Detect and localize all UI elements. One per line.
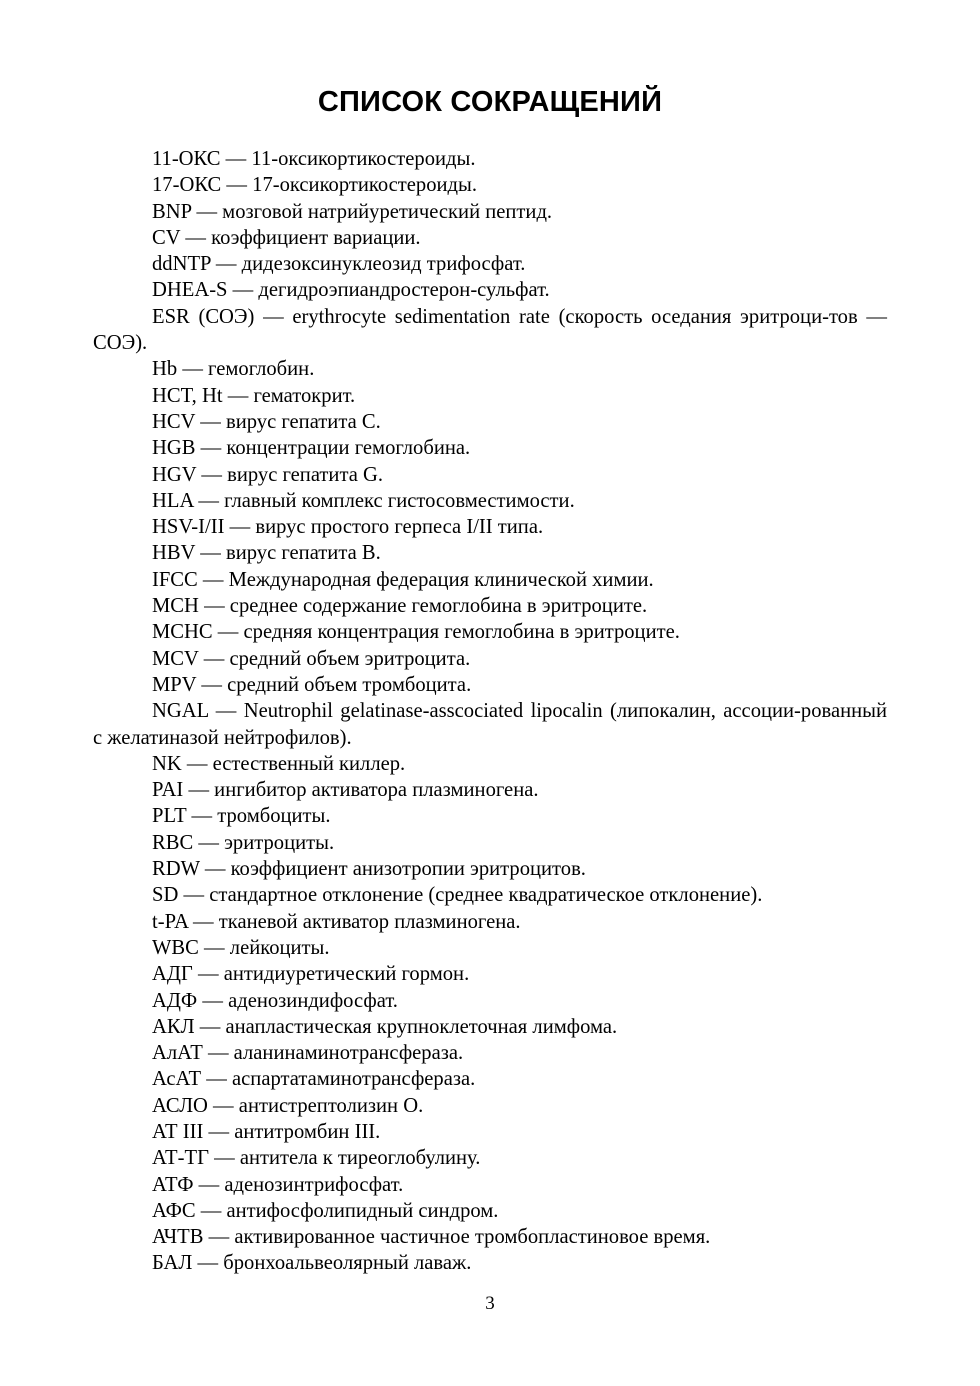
list-item: АТФ — аденозинтрифосфат. [152,1173,404,1196]
list-item: АКЛ — анапластическая крупноклеточная лимфома. [152,1015,618,1038]
list-item: HLA — главный комплекс гистосовместимости. [152,489,575,512]
list-item: CV — коэффициент вариации. [152,226,421,249]
list-item: BNP — мозговой натрийуретический пептид. [152,200,553,223]
list-item: t-PA — тканевой активатор плазминогена. [152,910,521,933]
list-item: SD — стандартное отклонение (среднее квадратическое отклонение). [152,884,763,907]
list-item: АТ III — антитромбин III. [152,1120,381,1143]
list-item: ESR (СОЭ) — erythrocyte sedimentation rate (скорость оседания эритроци-тов — СОЭ). [93,305,887,355]
list-item: NK — естественный киллер. [152,752,406,775]
list-item: АсАТ — аспартатаминотрансфераза. [152,1068,476,1091]
list-item: ddNTP — дидезоксинуклеозид трифосфат. [152,253,526,276]
list-item: АТ-ТГ — антитела к тиреоглобулину. [152,1147,481,1170]
page-title: СПИСОК СОКРАЩЕНИЙ [317,86,663,118]
list-item: DHEA-S — дегидроэпиандростерон-сульфат. [152,279,550,302]
list-item: HCT, Ht — гематокрит. [152,384,356,407]
list-item: MCHC — средняя концентрация гемоглобина в эритроците. [152,621,680,644]
list-item: 17-ОКС — 17-оксикортикостероиды. [152,174,478,197]
list-item: АДФ — аденозиндифосфат. [152,989,398,1012]
list-item: АДГ — антидиуретический гормон. [152,963,470,986]
list-item: NGAL — Neutrophil gelatinase-asscociated lipocalin (липокалин, ассоции-рованный с желатиназой нейтрофилов). [93,700,887,749]
list-item: БАЛ — бронхоальвеолярный лаваж. [152,1252,472,1275]
list-item: 11-ОКС — 11-оксикортикостероиды. [152,148,476,170]
list-item: RBC — эритроциты. [152,831,335,854]
list-item: HCV — вирус гепатита С. [152,410,381,433]
list-item: HGV — вирус гепатита G. [152,463,384,486]
list-item: MPV — средний объем тромбоцита. [152,673,472,696]
page-number: 3 [485,1293,495,1314]
list-item: Hb — гемоглобин. [152,358,315,381]
list-item: PLT — тромбоциты. [152,805,331,828]
list-item: RDW — коэффициент анизотропии эритроцитов. [152,858,586,881]
list-item: HSV-I/II — вирус простого герпеса I/II типа. [152,516,544,539]
list-item: IFCC — Международная федерация клинической химии. [152,568,654,591]
abbreviation-list [93,146,887,1277]
list-item: WBC — лейкоциты. [152,936,330,959]
list-item: HBV — вирус гепатита В. [152,542,381,565]
list-item: АСЛО — антистрептолизин О. [152,1094,424,1117]
list-item: HGB — концентрации гемоглобина. [152,437,471,460]
list-item: PAI — ингибитор активатора плазминогена. [152,779,539,802]
list-item: MCV — средний объем эритроцита. [152,647,471,670]
list-item: АФС — антифосфолипидный синдром. [152,1199,499,1222]
list-item: MCH — среднее содержание гемоглобина в эритроците. [152,595,648,618]
list-item: АЧТВ — активированное частичное тромбопластиновое время. [152,1226,711,1249]
list-item: АлАТ — аланинаминотрансфераза. [152,1042,464,1065]
